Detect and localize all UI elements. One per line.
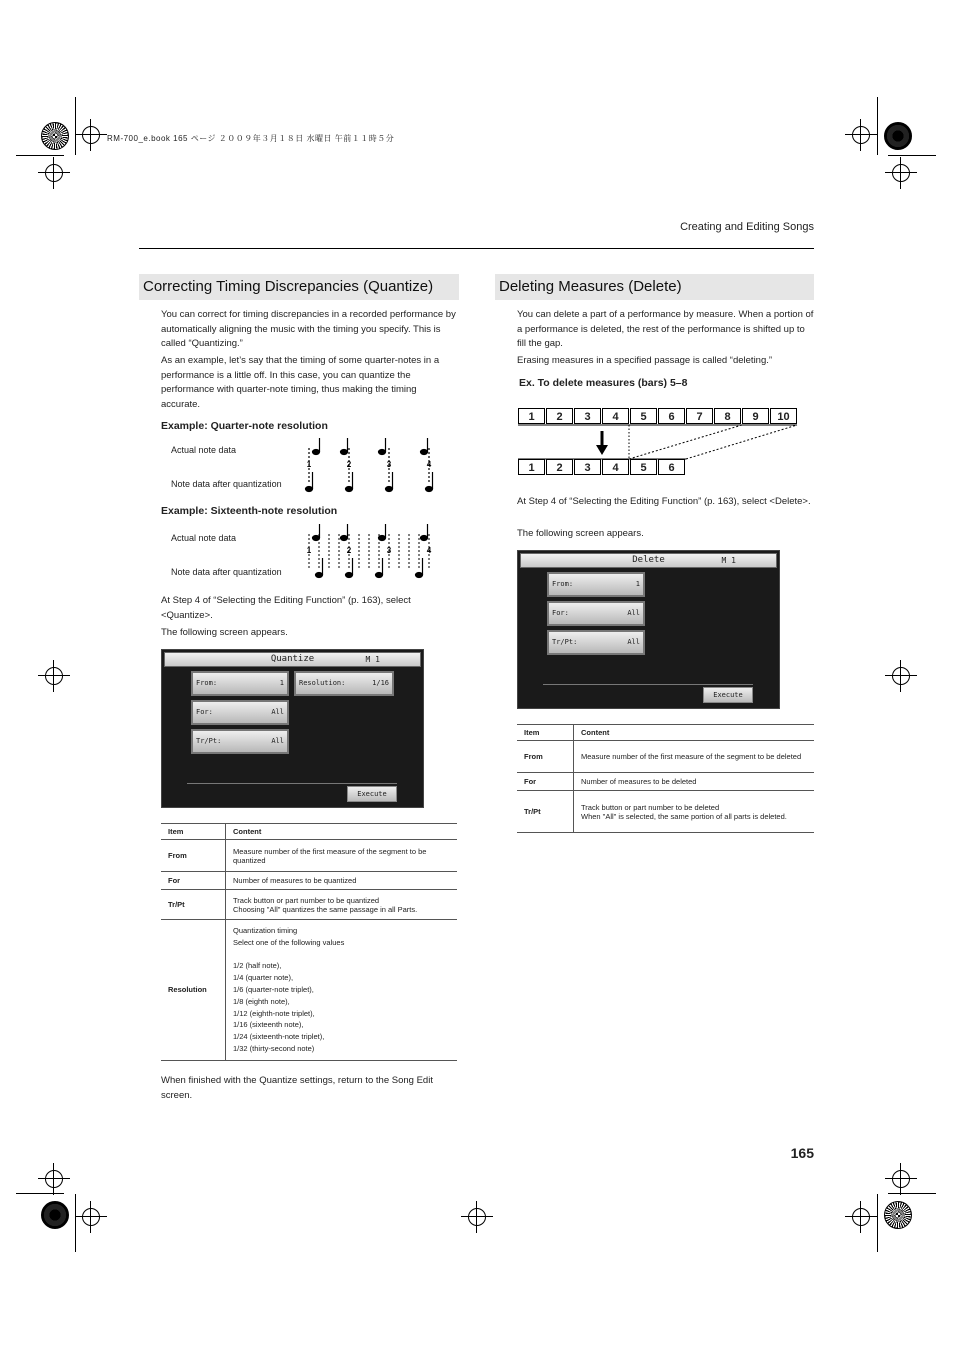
table-row: From Measure number of the first measure of the segment to be quantized (161, 840, 457, 872)
quantized-note-label: Note data after quantization (171, 567, 282, 577)
deletion-arrows (518, 408, 798, 478)
intro-paragraph: You can delete a part of a performance by measure. When a portion of a performance is deleted, the rest of the performance is shifted up to fill the gap. (517, 309, 814, 349)
screen-titlebar (520, 553, 777, 568)
from-field[interactable]: From: 1 (191, 671, 289, 696)
measure-box: 8 (714, 408, 741, 424)
quarter-note-diagram (300, 434, 440, 496)
execute-button[interactable]: Execute (703, 687, 753, 703)
measure-box: 2 (546, 408, 573, 424)
crop-mark (75, 97, 76, 155)
measure-box: 1 (518, 459, 545, 475)
closing-text: When finished with the Quantize settings, return to the Song Edit screen. (161, 1075, 433, 1101)
measure-box: 4 (602, 408, 629, 424)
registration-burst-icon (884, 122, 912, 150)
registration-mark-icon (892, 1170, 910, 1188)
delete-table (517, 724, 814, 833)
note-actual (421, 524, 428, 541)
item-header: Item (517, 725, 574, 741)
for-field[interactable]: For: All (547, 601, 645, 626)
item-header: Item (161, 824, 226, 840)
registration-burst-icon (884, 1201, 912, 1229)
section-title-delete: Deleting Measures (Delete) (495, 274, 814, 300)
beat-label: 4 (426, 460, 432, 469)
trpt-field[interactable]: Tr/Pt: All (547, 630, 645, 655)
measure-box: 10 (770, 408, 797, 424)
registration-mark-icon (852, 126, 870, 144)
example-title: Ex. To delete measures (bars) 5–8 (519, 377, 688, 389)
quantize-table (161, 823, 457, 1061)
note-actual (341, 524, 348, 541)
screen-titlebar (164, 652, 421, 667)
screen-title: Quantize (270, 654, 315, 664)
measure-box: 6 (658, 408, 685, 424)
measure-box: 3 (574, 459, 601, 475)
sixteenth-note-diagram (300, 520, 440, 582)
table-header-row (161, 824, 457, 840)
measure-box: 5 (630, 459, 657, 475)
beat-label: 4 (426, 546, 432, 555)
measure-box: 2 (546, 459, 573, 475)
registration-mark-icon (468, 1208, 486, 1226)
registration-mark-icon (82, 1208, 100, 1226)
delete-screen (517, 550, 780, 709)
example-title: Example: Sixteenth-note resolution (161, 505, 338, 517)
table-header-row (517, 725, 814, 741)
registration-mark-icon (852, 1208, 870, 1226)
page-number: 165 (790, 1145, 814, 1161)
step-text: At Step 4 of “Selecting the Editing Function” (p. 163), select <Delete>. (517, 496, 811, 507)
following-text: The following screen appears. (161, 627, 288, 638)
table-row: Tr/Pt Track button or part number to be quantized Choosing "All" quantizes the same passage in all Parts. (161, 890, 457, 920)
intro-paragraph: You can correct for timing discrepancies in a recorded performance by automatically aligning the music with the timing you specify. This is called “Quantizing.” (161, 309, 456, 349)
header-rule (139, 248, 814, 249)
registration-burst-icon (41, 1201, 69, 1229)
note-actual (379, 524, 386, 541)
crop-mark (888, 155, 936, 156)
measure-box: 6 (658, 459, 685, 475)
section-title-quantize: Correcting Timing Discrepancies (Quantize) (139, 274, 459, 300)
beat-label: 1 (306, 546, 312, 555)
resolution-field[interactable]: Resolution: 1/16 (294, 671, 394, 696)
measure-indicator: M 1 (721, 556, 736, 565)
measure-box: 3 (574, 408, 601, 424)
note-actual (313, 438, 320, 455)
example-title: Example: Quarter-note resolution (161, 420, 328, 432)
registration-mark-icon (82, 126, 100, 144)
actual-note-label: Actual note data (171, 445, 237, 455)
table-row: Resolution Quantization timing Select one of the following values 1/2 (half note), 1/4 (quarter note), 1/6 (quarter-note triplet), 1/8 (eighth note), 1/12 (eighth-note triplet), 1/16 (sixteenth note), 1/24 (sixteenth-note triplet), 1/32 (thirty-second note) (161, 920, 457, 1061)
registration-mark-icon (45, 1170, 63, 1188)
execute-button[interactable]: Execute (347, 786, 397, 802)
measure-box: 1 (518, 408, 545, 424)
note-actual (341, 438, 348, 455)
note-actual (313, 524, 320, 541)
quantize-screen (161, 649, 424, 808)
following-text: The following screen appears. (517, 528, 644, 539)
table-row: From Measure number of the first measure of the segment to be deleted (517, 741, 814, 773)
screen-title: Delete (632, 555, 665, 565)
note-actual (379, 438, 386, 455)
running-head: Creating and Editing Songs (680, 221, 814, 233)
beat-label: 2 (346, 460, 352, 469)
table-row: Tr/Pt Track button or part number to be deleted When "All" is selected, the same portion of all parts is deleted. (517, 791, 814, 833)
crop-mark (888, 1193, 936, 1194)
from-field[interactable]: From: 1 (547, 572, 645, 597)
step-text: At Step 4 of “Selecting the Editing Function” (p. 163), select <Quantize>. (161, 595, 411, 621)
beat-label: 1 (306, 460, 312, 469)
registration-mark-icon (45, 164, 63, 182)
trpt-field[interactable]: Tr/Pt: All (191, 729, 289, 754)
measure-box: 7 (686, 408, 713, 424)
actual-note-label: Actual note data (171, 533, 237, 543)
registration-mark-icon (892, 164, 910, 182)
crop-mark (877, 97, 878, 155)
crop-mark (16, 155, 64, 156)
crop-mark (75, 1194, 76, 1252)
table-row: For Number of measures to be quantized (161, 872, 457, 890)
beat-label: 3 (386, 460, 392, 469)
measure-indicator: M 1 (365, 655, 380, 664)
beat-label: 2 (346, 546, 352, 555)
note-actual (421, 438, 428, 455)
content-header: Content (574, 725, 815, 741)
example-paragraph: As an example, let’s say that the timing of some quarter-notes in a performance is a little off. In this case, you can quantize the performance with quarter-note timing, thus making the timing accurate. (161, 355, 440, 410)
crop-mark (16, 1193, 64, 1194)
delete-measures-diagram (518, 408, 798, 478)
content-header: Content (226, 824, 458, 840)
definition-paragraph: Erasing measures in a specified passage is called “deleting.” (517, 355, 773, 366)
table-row: For Number of measures to be deleted (517, 773, 814, 791)
arrowhead-icon (596, 445, 608, 455)
print-info: RM-700_e.book 165 ページ ２００９年３月１８日 水曜日 午前１１時５分 (107, 134, 395, 143)
measure-box: 5 (630, 408, 657, 424)
measure-box: 4 (602, 459, 629, 475)
registration-mark-icon (892, 667, 910, 685)
for-field[interactable]: For: All (191, 700, 289, 725)
registration-mark-icon (45, 667, 63, 685)
registration-burst-icon (41, 122, 69, 150)
crop-mark (877, 1194, 878, 1252)
quantized-note-label: Note data after quantization (171, 479, 282, 489)
measure-box: 9 (742, 408, 769, 424)
beat-label: 3 (386, 546, 392, 555)
screen-divider (187, 783, 397, 784)
screen-divider (543, 684, 753, 685)
